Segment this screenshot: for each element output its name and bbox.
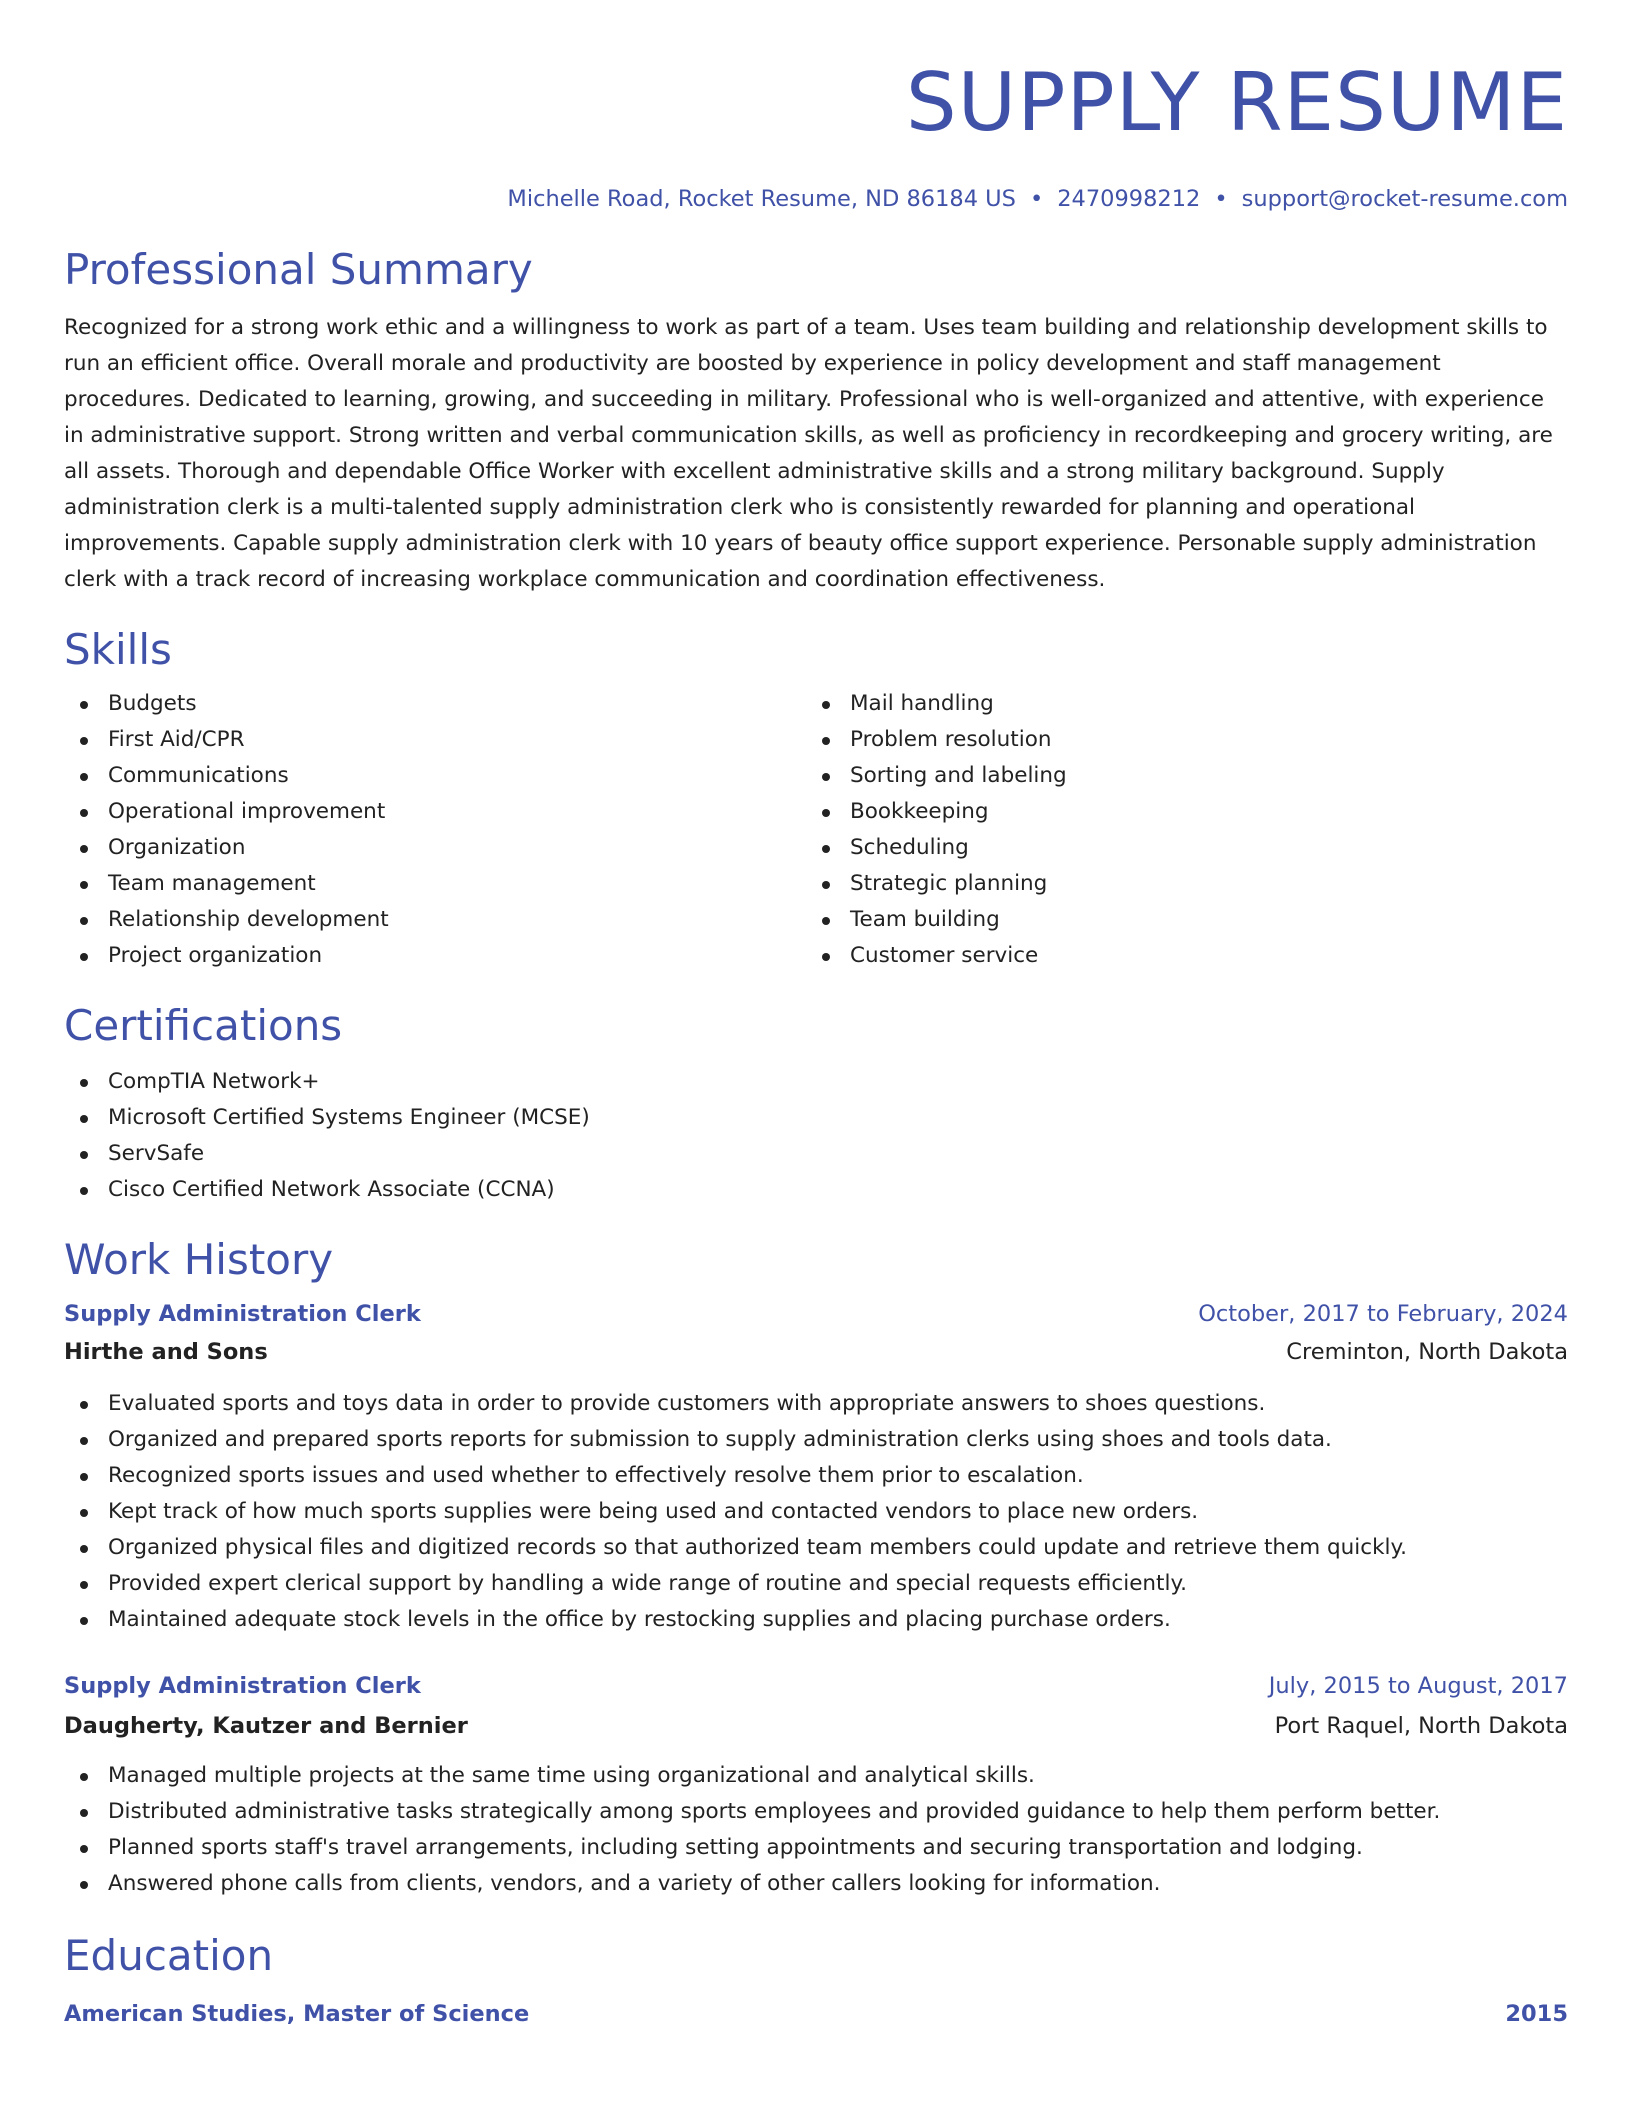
skill-item: Operational improvement (64, 794, 806, 830)
skill-item: Project organization (64, 938, 806, 974)
work-history-section (64, 1234, 1568, 1902)
work-history-heading: Work History (64, 1235, 334, 1284)
skill-item: Scheduling (806, 830, 1548, 866)
skill-item: Bookkeeping (806, 794, 1548, 830)
job-company: Daugherty, Kautzer and Bernier (64, 1713, 468, 1739)
summary-section (64, 244, 1568, 598)
certification-item: Microsoft Certified Systems Engineer (MCSE) (64, 1100, 1568, 1136)
skill-item: Problem resolution (806, 722, 1548, 758)
skills-column-left (64, 686, 806, 974)
skills-column-right (806, 686, 1548, 974)
education-section (64, 1930, 1568, 2032)
certification-item: ServSafe (64, 1136, 1568, 1172)
skill-item: Strategic planning (806, 866, 1548, 902)
contact-address: Michelle Road, Rocket Resume, ND 86184 US (507, 186, 1016, 212)
job-company: Hirthe and Sons (64, 1339, 268, 1365)
certifications-heading: Certifications (64, 1001, 343, 1050)
applicant-name: SUPPLY RESUME (905, 56, 1568, 149)
job-title: Supply Administration Clerk (64, 1301, 421, 1327)
job-title: Supply Administration Clerk (64, 1673, 421, 1699)
job-duty: Kept track of how much sports supplies were being used and contacted vendors to place new orders. (64, 1494, 1568, 1530)
job-duty: Managed multiple projects at the same time using organizational and analytical skills. (64, 1758, 1568, 1794)
skill-item: Mail handling (806, 686, 1548, 722)
summary-heading: Professional Summary (64, 245, 533, 294)
job-duty: Organized physical files and digitized records so that authorized team members could update and retrieve them quickly. (64, 1530, 1568, 1566)
job-duty: Distributed administrative tasks strategically among sports employees and provided guidance to help them perform better. (64, 1794, 1568, 1830)
skills-heading: Skills (64, 625, 172, 674)
job-duty: Planned sports staff's travel arrangements, including setting appointments and securing transportation and lodging. (64, 1830, 1568, 1866)
contact-separator: • (1029, 186, 1044, 212)
skill-item: Team management (64, 866, 806, 902)
contact-email: support@rocket-resume.com (1241, 186, 1568, 212)
skill-item: Organization (64, 830, 806, 866)
certification-item: CompTIA Network+ (64, 1064, 1568, 1100)
resume-header (64, 56, 1568, 214)
contact-separator: • (1214, 186, 1228, 212)
job-duties (64, 1386, 1568, 1638)
job-duty: Provided expert clerical support by handling a wide range of routine and special requests efficiently. (64, 1566, 1568, 1602)
skill-item: Team building (806, 902, 1548, 938)
skill-item: Relationship development (64, 902, 806, 938)
skills-grid (64, 686, 1568, 974)
job-dates: October, 2017 to February, 2024 (1198, 1301, 1568, 1327)
education-year: 2015 (1505, 2001, 1568, 2027)
skill-item: First Aid/CPR (64, 722, 806, 758)
job-entry (64, 1296, 1568, 1638)
job-location: Creminton, North Dakota (1286, 1339, 1568, 1365)
job-duties (64, 1758, 1568, 1902)
education-heading: Education (64, 1931, 274, 1980)
skills-section (64, 624, 1568, 974)
job-duty: Organized and prepared sports reports for submission to supply administration clerks using shoes and tools data. (64, 1422, 1568, 1458)
job-duty: Maintained adequate stock levels in the office by restocking supplies and placing purchase orders. (64, 1602, 1568, 1638)
summary-text: Recognized for a strong work ethic and a willingness to work as part of a team. Uses team building and relationship development skills to run an efficient office. Overall morale and productivity are boosted by experience in policy development and staff management procedures. Dedicated to learning, growing, and succeeding in military. Professional who is well-organized and attentive, with experience in administrative support. Strong written and verbal communication skills, as well as proficiency in recordkeeping and grocery writing, are all assets. Thorough and dependable Office Worker with excellent administrative skills and a strong military background. Supply administration clerk is a multi-talented supply administration clerk who is consistently rewarded for planning and operational improvements. Capable supply administration clerk with 10 years of beauty office support experience. Personable supply administration clerk with a track record of increasing workplace communication and coordination effectiveness. (64, 315, 1553, 592)
job-dates: July, 2015 to August, 2017 (1268, 1673, 1568, 1699)
contact-phone: 2470998212 (1057, 186, 1201, 212)
contact-line (64, 184, 1568, 214)
job-duty: Recognized sports issues and used whether to effectively resolve them prior to escalation. (64, 1458, 1568, 1494)
job-location: Port Raquel, North Dakota (1274, 1713, 1568, 1739)
skill-item: Communications (64, 758, 806, 794)
job-duty: Answered phone calls from clients, vendors, and a variety of other callers looking for information. (64, 1866, 1568, 1902)
certifications-list (64, 1064, 1568, 1208)
job-entry (64, 1668, 1568, 1902)
skill-item: Budgets (64, 686, 806, 722)
skill-item: Customer service (806, 938, 1548, 974)
skill-item: Sorting and labeling (806, 758, 1548, 794)
job-duty: Evaluated sports and toys data in order to provide customers with appropriate answers to shoes questions. (64, 1386, 1568, 1422)
certifications-section (64, 1000, 1568, 1208)
education-degree: American Studies, Master of Science (64, 2001, 530, 2027)
certification-item: Cisco Certified Network Associate (CCNA) (64, 1172, 1568, 1208)
